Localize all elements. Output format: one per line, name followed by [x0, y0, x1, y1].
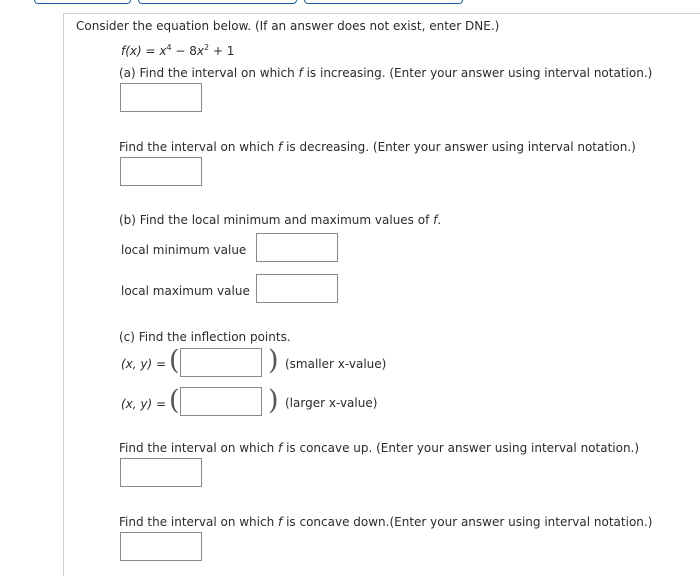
concave-down-question: Find the interval on which f is concave down.(Enter your answer using interval notation.) [119, 515, 653, 529]
inflection-point-larger-input[interactable] [180, 387, 262, 416]
eq-op1: − 8 [171, 44, 197, 58]
decreasing-interval-input[interactable] [120, 157, 202, 186]
tab-3[interactable] [304, 0, 463, 4]
left-paren-1: ( [169, 345, 180, 376]
eq-op2: + 1 [209, 44, 235, 58]
right-paren-2: ) [268, 385, 279, 416]
part-a-question: (a) Find the interval on which f is increasing. (Enter your answer using interval notation.) [119, 66, 653, 80]
smaller-x-note: (smaller x-value) [285, 357, 387, 371]
left-paren-2: ( [169, 385, 180, 416]
tab-1[interactable] [34, 0, 131, 4]
part-c-title: (c) Find the inflection points. [119, 330, 291, 344]
eq-term1: x [159, 44, 167, 58]
local-max-input[interactable] [256, 274, 338, 303]
larger-x-note: (larger x-value) [285, 396, 378, 410]
eq-exp1: 4 [166, 43, 172, 52]
intro-text: Consider the equation below. (If an answer does not exist, enter DNE.) [76, 19, 500, 33]
local-max-label: local maximum value [121, 284, 250, 298]
eq-equals: = [141, 44, 160, 58]
local-min-input[interactable] [256, 233, 338, 262]
inflection-point-smaller-input[interactable] [180, 348, 262, 377]
eq-exp2: 2 [204, 43, 210, 52]
inflection-1-label: (x, y) = [121, 357, 167, 371]
part-b-question: (b) Find the local minimum and maximum values of f. [119, 213, 442, 227]
right-paren-1: ) [268, 345, 279, 376]
equation [121, 44, 234, 58]
increasing-interval-input[interactable] [120, 83, 202, 112]
concave-up-question: Find the interval on which f is concave up. (Enter your answer using interval notation.) [119, 441, 640, 455]
concave-down-input[interactable] [120, 532, 202, 561]
inflection-2-label: (x, y) = [121, 397, 167, 411]
local-min-label: local minimum value [121, 243, 247, 257]
concave-up-input[interactable] [120, 458, 202, 487]
eq-term2: x [196, 44, 205, 58]
tab-2[interactable] [138, 0, 297, 4]
eq-lhs: f(x) [121, 44, 142, 58]
top-tab-strip [0, 0, 700, 14]
decreasing-question: Find the interval on which f is decreasing. (Enter your answer using interval notation.) [119, 140, 636, 154]
